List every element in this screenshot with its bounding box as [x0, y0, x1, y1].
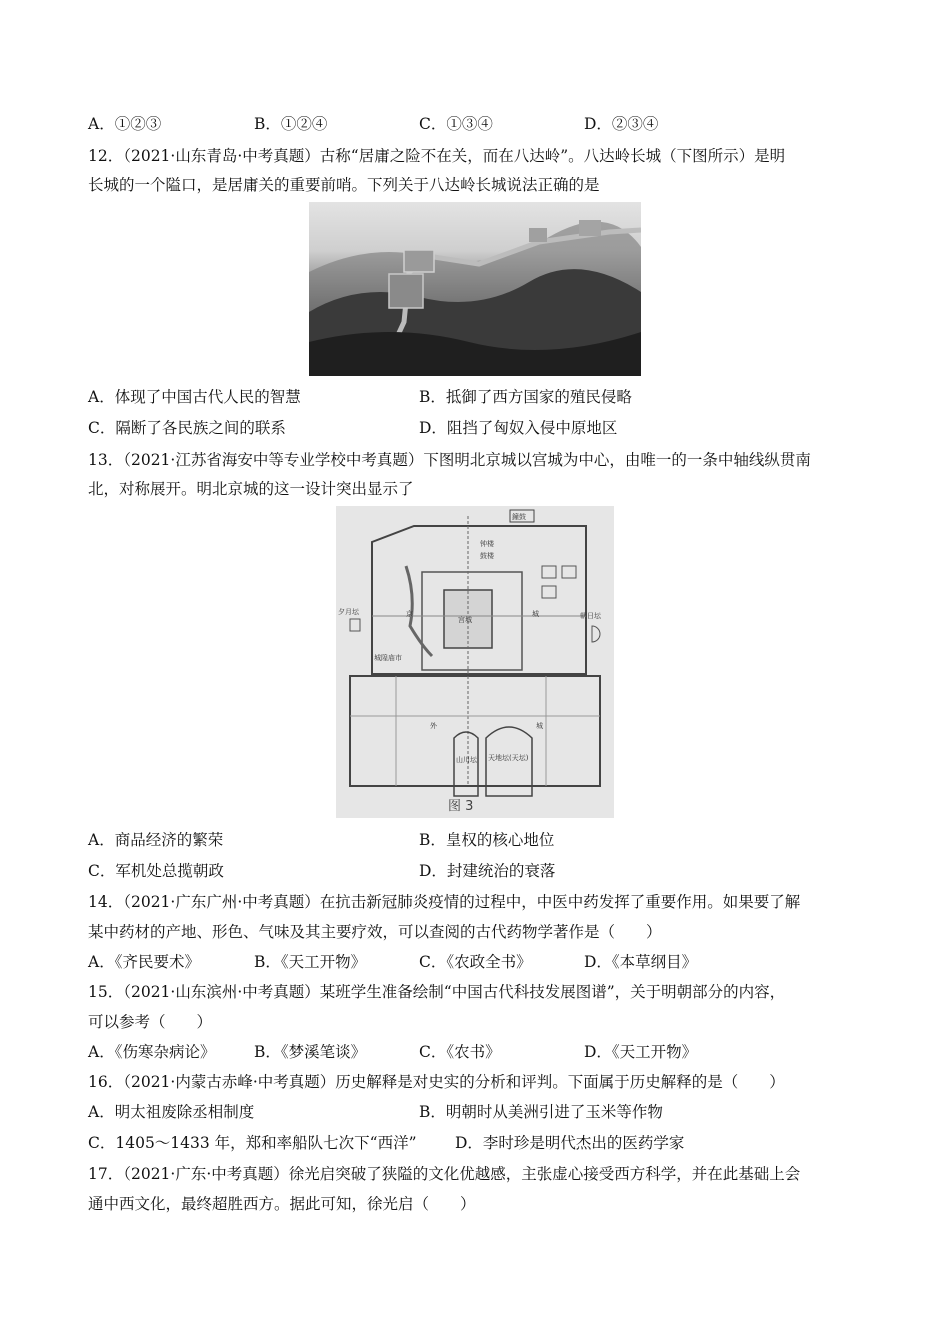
q12-option-d: D．阻挡了匈奴入侵中原地区 — [419, 419, 618, 437]
q12-stem-line1: 12．（2021·山东青岛·中考真题）古称“居庸之险不在关，而在八达岭”。八达岭长城（下图所示）是明 — [88, 147, 786, 165]
q14-option-d: D．《本草纲目》 — [584, 953, 698, 971]
map-label-palace: 宫城 — [458, 616, 472, 624]
map-label-top: 鐘鼓 — [512, 513, 526, 521]
q13-stem-line1: 13．（2021·江苏省海安中等专业学校中考真题）下图明北京城以宫城为中心，由唯一的一条中轴线纵贯南 — [88, 451, 811, 469]
q16-option-d: D．李时珍是明代杰出的医药学家 — [455, 1134, 685, 1152]
q13-option-a: A．商品经济的繁荣 — [88, 831, 224, 849]
great-wall-photo-art — [309, 202, 641, 376]
map-caption: 图 3 — [448, 799, 474, 814]
q16-option-c: C．1405～1433 年，郑和率船队七次下“西洋” — [88, 1134, 417, 1152]
q15-option-b: B．《梦溪笔谈》 — [254, 1043, 367, 1061]
q17-stem-line2: 通中西文化，最终超胜西方。据此可知，徐光启（ ） — [88, 1195, 476, 1213]
q15-option-a: A．《伤寒杂病论》 — [88, 1043, 216, 1061]
q13-stem-line2: 北，对称展开。明北京城的这一设计突出显示了 — [88, 480, 414, 498]
q11-option-b: B．①②④ — [254, 115, 328, 133]
ming-beijing-map — [336, 506, 614, 818]
q16-option-b: B．明朝时从美洲引进了玉米等作物 — [419, 1103, 663, 1121]
q14-option-c: C．《农政全书》 — [419, 953, 532, 971]
q12-option-b: B．抵御了西方国家的殖民侵略 — [419, 388, 632, 406]
q14-stem-line2: 某中药材的产地、形色、气味及其主要疗效，可以查阅的古代药物学著作是（ ） — [88, 923, 662, 941]
q15-stem-line2: 可以参考（ ） — [88, 1013, 213, 1031]
great-wall-photo — [309, 202, 641, 376]
q17-stem-line1: 17．（2021·广东·中考真题）徐光启突破了狭隘的文化优越感，主张虚心接受西方科学，并在此基础上会 — [88, 1165, 801, 1183]
map-label-outer-west: 外 — [430, 722, 437, 730]
q11-option-a: A．①②③ — [88, 115, 162, 133]
q11-option-d: D．②③④ — [584, 115, 659, 133]
map-label-drum-tower: 鼓楼 — [480, 552, 494, 560]
q15-option-d: D．《天工开物》 — [584, 1043, 698, 1061]
q15-option-c: C．《农书》 — [419, 1043, 501, 1061]
q12-option-c: C．隔断了各民族之间的联系 — [88, 419, 286, 437]
map-label-outer-east: 城 — [536, 722, 543, 730]
q13-option-b: B．皇权的核心地位 — [419, 831, 555, 849]
q14-option-a: A．《齐民要术》 — [88, 953, 200, 971]
q16-stem-line1: 16．（2021·内蒙古赤峰·中考真题）历史解释是对史实的分析和评判。下面属于历史解释的是（ ） — [88, 1073, 785, 1091]
q13-option-d: D．封建统治的衰落 — [419, 862, 556, 880]
q16-option-a: A．明太祖废除丞相制度 — [88, 1103, 255, 1121]
q12-stem-line2: 长城的一个隘口，是居庸关的重要前哨。下列关于八达岭长城说法正确的是 — [88, 176, 600, 194]
q15-stem-line1: 15．（2021·山东滨州·中考真题）某班学生准备绘制“中国古代科技发展图谱”，关于明朝部分的内容， — [88, 983, 786, 1001]
map-label-east-altar: 朝日坛 — [580, 612, 601, 620]
map-label-west-altar: 夕月坛 — [338, 608, 359, 616]
map-label-market: 城隍庙市 — [374, 654, 402, 662]
map-label-bell-tower: 钟楼 — [480, 540, 494, 548]
q14-option-b: B．《天工开物》 — [254, 953, 367, 971]
map-label-tiandi: 天地坛(天坛) — [488, 754, 529, 762]
ming-beijing-map-art — [336, 506, 614, 818]
q13-option-c: C．军机处总揽朝政 — [88, 862, 224, 880]
q14-stem-line1: 14．（2021·广东广州·中考真题）在抗击新冠肺炎疫情的过程中，中医中药发挥了重要作用。如果要了解 — [88, 893, 801, 911]
map-label-city-east: 城 — [532, 610, 539, 618]
map-label-shanchuan: 山川坛 — [456, 756, 477, 764]
map-label-city-west: 京 — [406, 610, 413, 618]
q12-option-a: A．体现了中国古代人民的智慧 — [88, 388, 301, 406]
q11-option-c: C．①③④ — [419, 115, 493, 133]
